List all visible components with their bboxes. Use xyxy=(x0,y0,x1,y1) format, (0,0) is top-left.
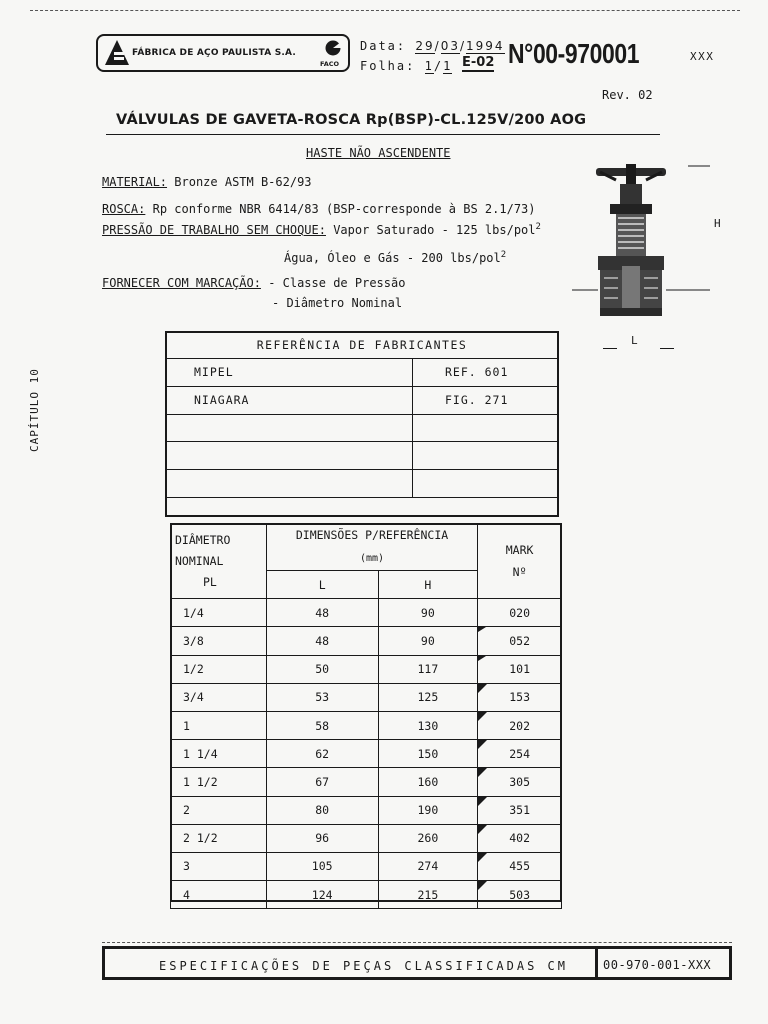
date-month: 03 xyxy=(440,39,460,53)
cell-h: 260 xyxy=(378,824,478,852)
cell-diameter: 1/2 xyxy=(171,655,267,683)
company-logo-box xyxy=(96,34,350,72)
ref-maker-cell xyxy=(166,442,413,470)
cell-l: 62 xyxy=(266,740,378,768)
mark-value: 202 xyxy=(509,718,530,733)
subtitle: HASTE NÃO ASCENDENTE xyxy=(306,146,451,160)
table-row xyxy=(171,768,562,796)
date-field: Data: 29/03/1994 xyxy=(360,39,505,53)
sheet-value: 1 xyxy=(424,59,434,73)
table-row xyxy=(171,796,562,824)
fornecer-item-1: - Classe de Pressão xyxy=(268,276,406,290)
manufacturer-reference-table xyxy=(165,331,559,498)
ref-table-header: REFERÊNCIA DE FABRICANTES xyxy=(166,332,559,359)
mark-value: 254 xyxy=(509,746,530,761)
date-label: Data: xyxy=(360,39,407,53)
dimension-l-left-tick xyxy=(603,348,617,349)
col-header-mark: MARK Nº xyxy=(478,524,562,599)
table-row xyxy=(171,881,562,909)
cell-mark xyxy=(478,655,562,683)
mark-value: 402 xyxy=(509,831,530,846)
ref-code-cell: FIG. 271 xyxy=(413,386,559,414)
sheet-field: Folha: 1/1 xyxy=(360,59,453,73)
cell-diameter: 4 xyxy=(171,881,267,909)
cell-diameter: 3 xyxy=(171,852,267,880)
cell-l: 48 xyxy=(266,627,378,655)
cell-h: 150 xyxy=(378,740,478,768)
col-header-l: L xyxy=(266,571,378,599)
table-row xyxy=(171,683,562,711)
mark-value: 101 xyxy=(509,662,530,677)
cell-l: 67 xyxy=(266,768,378,796)
mark-value: 455 xyxy=(509,859,530,874)
sheet-label: Folha: xyxy=(360,59,416,73)
spec-rosca xyxy=(102,202,536,216)
table-row xyxy=(171,852,562,880)
fornecer-item-2: - Diâmetro Nominal xyxy=(272,296,403,310)
ref-maker-cell xyxy=(166,470,413,498)
table-row xyxy=(166,332,559,359)
date-day: 29 xyxy=(415,39,435,53)
faco-logo-icon xyxy=(324,39,342,57)
chapter-side-label: CAPÍTULO 10 xyxy=(28,368,41,452)
table-header-row xyxy=(171,524,562,571)
cell-mark xyxy=(478,683,562,711)
mark-tick-icon xyxy=(478,712,487,721)
dimensions-table-body xyxy=(171,599,562,909)
table-row xyxy=(171,627,562,655)
pressao-value-1: Vapor Saturado - 125 lbs/pol xyxy=(333,223,536,237)
footer-dashed-rule xyxy=(102,942,732,943)
cell-diameter: 2 xyxy=(171,796,267,824)
table-row xyxy=(166,359,559,387)
cell-mark xyxy=(478,711,562,739)
top-dashed-rule xyxy=(30,10,740,11)
cell-mark xyxy=(478,852,562,880)
cell-l: 124 xyxy=(266,881,378,909)
document-number: N°00-970001 xyxy=(508,38,640,69)
mark-tick-icon xyxy=(478,825,487,834)
mark-tick-icon xyxy=(478,853,487,862)
table-row xyxy=(166,386,559,414)
pressao-label: PRESSÃO DE TRABALHO SEM CHOQUE: xyxy=(102,223,326,237)
cell-diameter: 3/4 xyxy=(171,683,267,711)
title-underline xyxy=(106,134,660,135)
faco-brand: FACO xyxy=(320,60,340,68)
cell-mark xyxy=(478,768,562,796)
cell-diameter: 1 1/4 xyxy=(171,740,267,768)
sheet-total: 1 xyxy=(443,59,453,73)
cell-h: 90 xyxy=(378,599,478,627)
table-row xyxy=(171,711,562,739)
cell-diameter: 1/4 xyxy=(171,599,267,627)
mark-value: 020 xyxy=(509,605,530,620)
material-value: Bronze ASTM B-62/93 xyxy=(174,175,312,189)
table-row xyxy=(166,442,559,470)
table-row xyxy=(171,824,562,852)
mark-tick-icon xyxy=(478,627,486,632)
cell-mark xyxy=(478,740,562,768)
valve-drawing xyxy=(570,158,710,326)
cell-diameter: 2 1/2 xyxy=(171,824,267,852)
col-header-diameter: DIÂMETRO NOMINAL PL xyxy=(171,524,267,599)
footer-title: ESPECIFICAÇÕES DE PEÇAS CLASSIFICADAS CM xyxy=(159,959,568,973)
cell-h: 117 xyxy=(378,655,478,683)
company-name: FÁBRICA DE AÇO PAULISTA S.A. xyxy=(132,48,296,58)
spec-fornecer xyxy=(102,276,405,290)
ref-code-cell xyxy=(413,414,559,442)
cell-l: 48 xyxy=(266,599,378,627)
cell-diameter: 1 xyxy=(171,711,267,739)
cell-mark xyxy=(478,796,562,824)
document-suffix: XXX xyxy=(690,50,715,63)
dimension-l-label: L xyxy=(631,334,638,347)
table-row xyxy=(171,599,562,627)
dimension-h-label: H xyxy=(714,217,721,230)
mark-value: 351 xyxy=(509,803,530,818)
fornecer-label: FORNECER COM MARCAÇÃO: xyxy=(102,276,261,290)
cell-l: 53 xyxy=(266,683,378,711)
cell-mark xyxy=(478,824,562,852)
ref-code-cell xyxy=(413,442,559,470)
date-year: 1994 xyxy=(466,39,505,53)
mark-tick-icon xyxy=(478,768,487,777)
col-header-h: H xyxy=(378,571,478,599)
mark-value: 052 xyxy=(509,633,530,648)
ref-maker-cell: NIAGARA xyxy=(166,386,413,414)
dimension-l-right-tick xyxy=(660,348,674,349)
cell-l: 96 xyxy=(266,824,378,852)
section-code: E-02 xyxy=(462,55,495,70)
mark-value: 305 xyxy=(509,774,530,789)
mark-tick-icon xyxy=(478,656,486,661)
cell-h: 160 xyxy=(378,768,478,796)
footer-box xyxy=(102,946,732,980)
dimensions-table xyxy=(170,523,562,909)
cell-h: 125 xyxy=(378,683,478,711)
cell-h: 90 xyxy=(378,627,478,655)
cell-h: 274 xyxy=(378,852,478,880)
superscript-1: 2 xyxy=(535,222,541,232)
col-header-dimensions: DIMENSÕES P/REFERÊNCIA (mm) xyxy=(266,524,477,571)
cell-l: 105 xyxy=(266,852,378,880)
table-row xyxy=(171,655,562,683)
mark-tick-icon xyxy=(478,684,487,693)
mark-tick-icon xyxy=(478,797,487,806)
cell-mark xyxy=(478,881,562,909)
ref-maker-cell xyxy=(166,414,413,442)
spec-material xyxy=(102,175,312,189)
ref-code-cell xyxy=(413,470,559,498)
mark-value: 153 xyxy=(509,690,530,705)
footer-divider xyxy=(595,949,598,977)
spec-pressao-2 xyxy=(284,250,506,265)
mark-value: 503 xyxy=(509,887,530,902)
mark-tick-icon xyxy=(478,740,487,749)
page-title: VÁLVULAS DE GAVETA-ROSCA Rp(BSP)-CL.125V/200 AOG xyxy=(116,112,587,128)
cell-mark xyxy=(478,599,562,627)
cell-l: 80 xyxy=(266,796,378,824)
mark-tick-icon xyxy=(478,881,487,890)
spec-pressao xyxy=(102,222,541,237)
superscript-2: 2 xyxy=(500,250,507,260)
table-row xyxy=(166,470,559,498)
cell-diameter: 3/8 xyxy=(171,627,267,655)
cell-l: 50 xyxy=(266,655,378,683)
cell-l: 58 xyxy=(266,711,378,739)
ref-code-cell: REF. 601 xyxy=(413,359,559,387)
cell-h: 215 xyxy=(378,881,478,909)
company-logo-icon xyxy=(104,39,130,67)
revision: Rev. 02 xyxy=(602,88,653,102)
cell-diameter: 1 1/2 xyxy=(171,768,267,796)
cell-h: 130 xyxy=(378,711,478,739)
cell-mark xyxy=(478,627,562,655)
pressao-value-2: Água, Óleo e Gás - 200 lbs/pol xyxy=(284,251,501,265)
ref-maker-cell: MIPEL xyxy=(166,359,413,387)
table-row xyxy=(171,740,562,768)
cell-h: 190 xyxy=(378,796,478,824)
rosca-label: ROSCA: xyxy=(102,202,146,216)
material-label: MATERIAL: xyxy=(102,175,168,189)
footer-code: 00-970-001-XXX xyxy=(603,958,712,972)
table-row xyxy=(166,414,559,442)
rosca-value: Rp conforme NBR 6414/83 (BSP-corresponde à BS 2.1/73) xyxy=(152,202,536,216)
